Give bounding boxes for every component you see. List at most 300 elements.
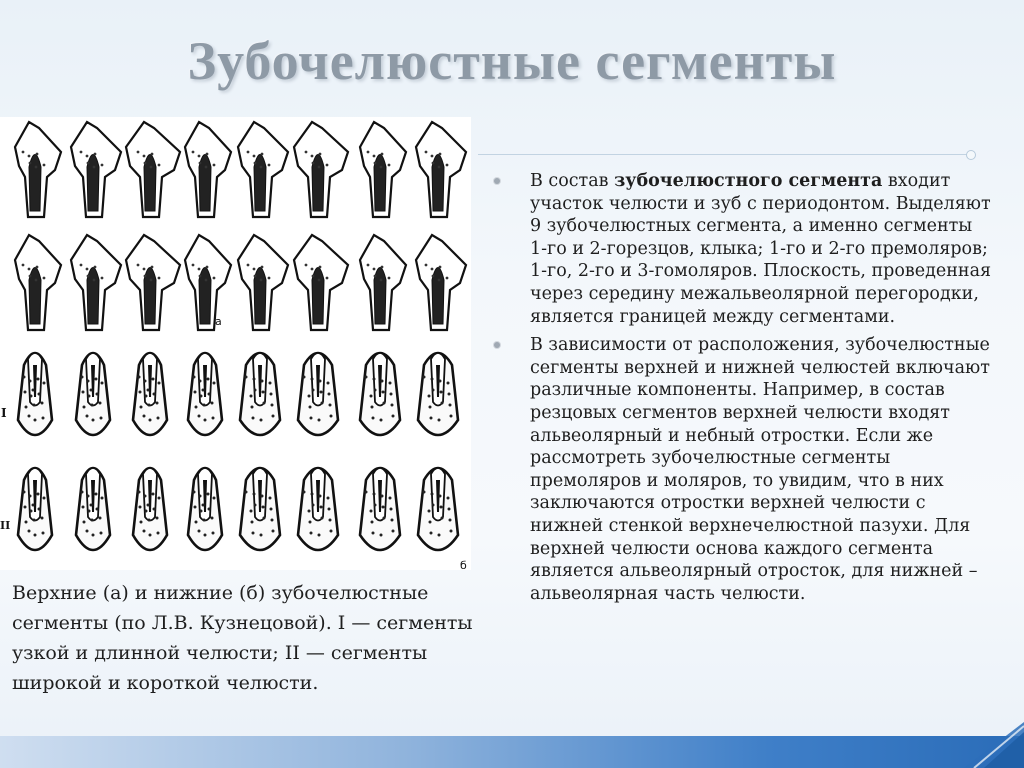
bone-trabecula xyxy=(151,153,154,156)
lower-segment-drawing xyxy=(360,353,400,435)
bone-trabecula xyxy=(439,266,442,269)
bone-trabecula xyxy=(139,506,142,509)
bone-trabecula xyxy=(431,493,434,496)
bone-trabecula xyxy=(438,534,441,537)
bone-trabecula xyxy=(204,534,207,537)
bone-trabecula xyxy=(138,491,141,494)
upper-segment-drawing xyxy=(71,122,121,217)
bone-trabecula xyxy=(198,155,201,158)
bone-trabecula xyxy=(100,417,103,420)
bone-trabecula xyxy=(200,510,203,513)
bone-trabecula xyxy=(95,493,98,496)
bone-trabecula xyxy=(144,495,147,498)
bone-trabecula xyxy=(194,391,197,394)
bullet-list xyxy=(494,170,994,611)
bone-trabecula xyxy=(448,508,451,511)
bone-trabecula xyxy=(144,275,147,278)
bone-trabecula xyxy=(143,155,146,158)
bone-trabecula xyxy=(310,417,313,420)
upper-segment-drawing xyxy=(71,235,121,330)
bone-trabecula xyxy=(83,521,86,524)
bone-trabecula xyxy=(152,493,155,496)
bone-trabecula xyxy=(194,506,197,509)
lower-segment-drawing xyxy=(418,353,458,435)
bone-trabecula xyxy=(428,510,431,513)
bone-trabecula xyxy=(87,495,90,498)
bone-trabecula xyxy=(81,491,84,494)
corner-ornament-icon xyxy=(934,722,1024,768)
bone-trabecula xyxy=(431,378,434,381)
bone-trabecula xyxy=(94,266,97,269)
bone-trabecula xyxy=(143,268,146,271)
bone-trabecula xyxy=(312,275,315,278)
upper-segment-drawing xyxy=(416,235,466,330)
bone-trabecula xyxy=(268,164,271,167)
bone-trabecula xyxy=(320,391,323,394)
bone-trabecula xyxy=(198,530,201,533)
bone-trabecula xyxy=(137,264,140,267)
bone-trabecula xyxy=(24,391,27,394)
bone-trabecula xyxy=(370,510,373,513)
bone-trabecula xyxy=(308,510,311,513)
slide-title: Зубочелюстные сегменты xyxy=(187,31,837,91)
bone-trabecula xyxy=(261,380,264,383)
bone-trabecula xyxy=(319,495,322,498)
bone-trabecula xyxy=(318,166,321,169)
bone-trabecula xyxy=(208,508,211,511)
bone-trabecula xyxy=(305,264,308,267)
bone-trabecula xyxy=(139,391,142,394)
bone-trabecula xyxy=(250,395,253,398)
bone-trabecula xyxy=(447,382,450,385)
bone-trabecula xyxy=(212,532,215,535)
bone-trabecula xyxy=(198,268,201,271)
bone-trabecula xyxy=(41,517,44,520)
bone-trabecula xyxy=(328,393,331,396)
bone-trabecula xyxy=(253,493,256,496)
bone-trabecula xyxy=(30,395,33,398)
bone-trabecula xyxy=(374,275,377,278)
bone-trabecula xyxy=(254,504,257,507)
bone-trabecula xyxy=(101,382,104,385)
bone-trabecula xyxy=(431,155,434,158)
bone-trabecula xyxy=(28,268,31,271)
bone-trabecula xyxy=(308,395,311,398)
bone-trabecula xyxy=(158,382,161,385)
bone-trabecula xyxy=(450,530,453,533)
upper-segment-drawing xyxy=(294,122,348,217)
bone-trabecula xyxy=(23,491,26,494)
bone-trabecula xyxy=(145,510,148,513)
bone-trabecula xyxy=(37,493,40,496)
bone-trabecula xyxy=(450,415,453,418)
bone-trabecula xyxy=(382,391,385,394)
upper-segment-drawing xyxy=(294,235,348,330)
bone-trabecula xyxy=(311,378,314,381)
bone-trabecula xyxy=(253,268,256,271)
bone-trabecula xyxy=(33,519,36,522)
bone-trabecula xyxy=(82,391,85,394)
bone-trabecula xyxy=(93,279,96,282)
bone-trabecula xyxy=(262,506,265,509)
bone-trabecula xyxy=(32,389,35,392)
upper-segment-drawing xyxy=(185,122,231,217)
bone-trabecula xyxy=(261,495,264,498)
bone-trabecula xyxy=(269,382,272,385)
bone-trabecula xyxy=(367,264,370,267)
bone-trabecula xyxy=(441,402,444,405)
bone-trabecula xyxy=(446,164,449,167)
bone-trabecula xyxy=(199,162,202,165)
lower-segment-drawing xyxy=(298,353,338,435)
bone-trabecula xyxy=(35,279,38,282)
figure-label-b: б xyxy=(460,559,467,570)
bone-trabecula xyxy=(22,264,25,267)
bone-trabecula xyxy=(260,166,263,169)
bone-trabecula xyxy=(381,380,384,383)
bone-trabecula xyxy=(262,391,265,394)
bone-trabecula xyxy=(252,417,255,420)
bone-trabecula xyxy=(203,519,206,522)
bone-trabecula xyxy=(373,493,376,496)
bone-trabecula xyxy=(87,380,90,383)
bone-trabecula xyxy=(94,153,97,156)
bone-trabecula xyxy=(80,151,83,154)
bone-trabecula xyxy=(101,277,104,280)
bone-trabecula xyxy=(86,415,89,418)
bone-trabecula xyxy=(431,268,434,271)
bone-trabecula xyxy=(158,164,161,167)
bone-trabecula xyxy=(157,532,160,535)
bone-trabecula xyxy=(147,504,150,507)
bone-trabecula xyxy=(319,380,322,383)
bone-trabecula xyxy=(318,279,321,282)
bone-trabecula xyxy=(206,153,209,156)
bone-trabecula xyxy=(380,279,383,282)
bone-trabecula xyxy=(32,504,35,507)
lower-segment-drawing xyxy=(133,353,167,435)
bone-trabecula xyxy=(247,151,250,154)
bone-trabecula xyxy=(381,266,384,269)
bone-trabecula xyxy=(312,389,315,392)
bone-trabecula xyxy=(268,277,271,280)
bone-trabecula xyxy=(137,151,140,154)
figure-label-I: I xyxy=(1,406,7,420)
bone-trabecula xyxy=(260,279,263,282)
bone-trabecula xyxy=(260,419,263,422)
bone-trabecula xyxy=(96,393,99,396)
bone-trabecula xyxy=(449,404,452,407)
bone-trabecula xyxy=(252,532,255,535)
bone-trabecula xyxy=(83,406,86,409)
lower-segments-row-2 xyxy=(18,468,458,550)
bone-trabecula xyxy=(261,153,264,156)
bone-trabecula xyxy=(93,166,96,169)
bone-trabecula xyxy=(206,266,209,269)
bone-trabecula xyxy=(38,393,41,396)
bone-trabecula xyxy=(156,517,159,520)
bone-trabecula xyxy=(438,279,441,282)
lower-segment-drawing xyxy=(76,353,110,435)
bone-trabecula xyxy=(213,497,216,500)
bone-trabecula xyxy=(149,419,152,422)
bone-trabecula xyxy=(90,504,93,507)
bone-trabecula xyxy=(202,389,205,392)
bone-trabecula xyxy=(432,389,435,392)
bone-trabecula xyxy=(250,510,253,513)
bone-trabecula xyxy=(272,530,275,533)
bone-trabecula xyxy=(91,519,94,522)
lower-segment-drawing xyxy=(76,468,110,550)
bone-trabecula xyxy=(303,376,306,379)
bone-trabecula xyxy=(381,495,384,498)
bone-trabecula xyxy=(312,504,315,507)
bone-trabecula xyxy=(28,530,31,533)
bone-trabecula xyxy=(269,497,272,500)
upper-segments-row-2 xyxy=(15,235,466,330)
bone-trabecula xyxy=(272,415,275,418)
bone-trabecula xyxy=(374,162,377,165)
bone-trabecula xyxy=(138,376,141,379)
bone-trabecula xyxy=(99,402,102,405)
bone-trabecula xyxy=(37,378,40,381)
bone-trabecula xyxy=(247,264,250,267)
bone-trabecula xyxy=(391,519,394,522)
bone-trabecula xyxy=(311,493,314,496)
bone-trabecula xyxy=(199,380,202,383)
bone-trabecula xyxy=(383,402,386,405)
bone-trabecula xyxy=(388,164,391,167)
bone-trabecula xyxy=(90,389,93,392)
bone-trabecula xyxy=(152,378,155,381)
bone-trabecula xyxy=(270,508,273,511)
bone-trabecula xyxy=(261,266,264,269)
upper-segment-drawing xyxy=(238,122,288,217)
bone-trabecula xyxy=(99,517,102,520)
bone-trabecula xyxy=(157,417,160,420)
lower-segment-drawing xyxy=(188,353,222,435)
bone-trabecula xyxy=(381,153,384,156)
bullet-item-2 xyxy=(494,334,994,605)
bone-trabecula xyxy=(373,378,376,381)
bone-trabecula xyxy=(86,155,89,158)
bone-trabecula xyxy=(80,264,83,267)
bone-trabecula xyxy=(192,151,195,154)
bone-trabecula xyxy=(29,495,32,498)
bone-trabecula xyxy=(92,419,95,422)
bone-trabecula xyxy=(86,530,89,533)
bone-trabecula xyxy=(440,506,443,509)
bone-trabecula xyxy=(148,404,151,407)
bone-trabecula xyxy=(192,264,195,267)
bullet-item-1 xyxy=(494,170,994,328)
upper-segment-drawing xyxy=(238,235,288,330)
bone-trabecula xyxy=(156,402,159,405)
bone-trabecula xyxy=(25,521,28,524)
bone-trabecula xyxy=(251,406,254,409)
bone-trabecula xyxy=(143,415,146,418)
bone-trabecula xyxy=(441,517,444,520)
bone-trabecula xyxy=(326,164,329,167)
bone-trabecula xyxy=(329,404,332,407)
bone-trabecula xyxy=(390,508,393,511)
bone-trabecula xyxy=(374,504,377,507)
bone-trabecula xyxy=(151,266,154,269)
bone-trabecula xyxy=(425,151,428,154)
bone-trabecula xyxy=(148,519,151,522)
bone-trabecula xyxy=(439,380,442,383)
upper-segment-drawing xyxy=(360,235,406,330)
bone-trabecula xyxy=(389,497,392,500)
bone-trabecula xyxy=(149,534,152,537)
upper-segment-drawing xyxy=(15,235,61,330)
bone-trabecula xyxy=(374,389,377,392)
bone-trabecula xyxy=(371,521,374,524)
bone-trabecula xyxy=(303,491,306,494)
bone-trabecula xyxy=(213,382,216,385)
bone-trabecula xyxy=(158,497,161,500)
bone-trabecula xyxy=(35,166,38,169)
bone-trabecula xyxy=(158,277,161,280)
lower-segment-drawing xyxy=(133,468,167,550)
segments-illustration xyxy=(0,117,471,570)
bone-trabecula xyxy=(195,521,198,524)
bone-trabecula xyxy=(144,380,147,383)
bone-trabecula xyxy=(305,151,308,154)
bone-trabecula xyxy=(327,382,330,385)
bone-trabecula xyxy=(205,279,208,282)
bullet-1-lead: В состав xyxy=(530,171,615,191)
bone-trabecula xyxy=(330,530,333,533)
bone-trabecula xyxy=(140,521,143,524)
bone-trabecula xyxy=(373,155,376,158)
bone-trabecula xyxy=(312,162,315,165)
bone-trabecula xyxy=(203,404,206,407)
bone-trabecula xyxy=(204,419,207,422)
bone-trabecula xyxy=(319,153,322,156)
bone-trabecula xyxy=(328,508,331,511)
bone-trabecula xyxy=(199,275,202,278)
bone-trabecula xyxy=(41,402,44,405)
bone-trabecula xyxy=(145,395,148,398)
bone-trabecula xyxy=(311,155,314,158)
bone-trabecula xyxy=(372,417,375,420)
bone-trabecula xyxy=(208,393,211,396)
bone-trabecula xyxy=(371,406,374,409)
bone-trabecula xyxy=(254,389,257,392)
bone-trabecula xyxy=(270,393,273,396)
separator-ornament xyxy=(966,150,976,160)
bullet-2-text: В зависимости от расположения, зубочелюстные сегменты верхней и нижней челюстей включают различные компоненты. Например, в состав резцовых сегментов верхней челюсти входят альвеолярный и небный отростки. Если же рассмотреть зубочелюстные сегменты премоляров и моляров, то увидим, что в них заключаются отростки верхней челюсти с нижней стенкой верхнечелюстной пазухи. Для верхней челюсти основа каждого сегмента является альвеолярный отросток, для нижней – альвеолярная часть челюсти. xyxy=(530,335,990,604)
bone-trabecula xyxy=(438,419,441,422)
bone-trabecula xyxy=(22,151,25,154)
lower-segments-row-1 xyxy=(18,353,458,435)
bone-trabecula xyxy=(88,510,91,513)
bone-trabecula xyxy=(432,162,435,165)
bullet-icon xyxy=(494,178,500,184)
bone-trabecula xyxy=(29,162,32,165)
bone-trabecula xyxy=(150,166,153,169)
bone-trabecula xyxy=(193,491,196,494)
bone-trabecula xyxy=(213,164,216,167)
bone-trabecula xyxy=(199,495,202,498)
title-separator-line xyxy=(478,154,968,155)
bone-trabecula xyxy=(95,378,98,381)
upper-segment-drawing xyxy=(185,235,231,330)
bone-trabecula xyxy=(430,417,433,420)
bone-trabecula xyxy=(92,534,95,537)
bone-trabecula xyxy=(23,376,26,379)
bone-trabecula xyxy=(382,506,385,509)
bone-trabecula xyxy=(365,376,368,379)
bone-trabecula xyxy=(309,406,312,409)
bone-trabecula xyxy=(33,404,36,407)
bone-trabecula xyxy=(29,275,32,278)
bone-trabecula xyxy=(425,264,428,267)
bone-trabecula xyxy=(449,519,452,522)
bone-trabecula xyxy=(205,166,208,169)
bone-trabecula xyxy=(36,153,39,156)
bone-trabecula xyxy=(319,266,322,269)
bone-trabecula xyxy=(245,376,248,379)
bone-trabecula xyxy=(392,415,395,418)
dentoalveolar-segments-figure xyxy=(0,117,471,570)
bone-trabecula xyxy=(440,391,443,394)
bone-trabecula xyxy=(96,508,99,511)
bullet-1-bold: зубочелюстного сегмента xyxy=(614,171,883,191)
bone-trabecula xyxy=(91,404,94,407)
bone-trabecula xyxy=(245,491,248,494)
bone-trabecula xyxy=(213,277,216,280)
bone-trabecula xyxy=(43,382,46,385)
bone-trabecula xyxy=(88,395,91,398)
bone-trabecula xyxy=(86,268,89,271)
bone-trabecula xyxy=(432,275,435,278)
bone-trabecula xyxy=(271,519,274,522)
upper-segment-drawing xyxy=(126,235,180,330)
bone-trabecula xyxy=(439,153,442,156)
bone-trabecula xyxy=(380,534,383,537)
lower-segment-drawing xyxy=(18,468,52,550)
lower-segment-drawing xyxy=(240,468,280,550)
bone-trabecula xyxy=(423,491,426,494)
bone-trabecula xyxy=(383,517,386,520)
bone-trabecula xyxy=(43,164,46,167)
lower-segment-drawing xyxy=(18,353,52,435)
bone-trabecula xyxy=(101,497,104,500)
bone-trabecula xyxy=(87,275,90,278)
bone-trabecula xyxy=(271,404,274,407)
bone-trabecula xyxy=(144,162,147,165)
bone-trabecula xyxy=(310,532,313,535)
bone-trabecula xyxy=(326,277,329,280)
bone-trabecula xyxy=(263,402,266,405)
upper-segment-drawing xyxy=(126,122,180,217)
bone-trabecula xyxy=(321,402,324,405)
bone-trabecula xyxy=(28,155,31,158)
upper-segment-drawing xyxy=(416,122,466,217)
bone-trabecula xyxy=(82,506,85,509)
bone-trabecula xyxy=(101,164,104,167)
lower-segment-drawing xyxy=(418,468,458,550)
lower-segment-drawing xyxy=(360,468,400,550)
bone-trabecula xyxy=(254,162,257,165)
bone-trabecula xyxy=(318,534,321,537)
bone-trabecula xyxy=(320,506,323,509)
bone-trabecula xyxy=(390,393,393,396)
bone-trabecula xyxy=(198,415,201,418)
bone-trabecula xyxy=(330,415,333,418)
